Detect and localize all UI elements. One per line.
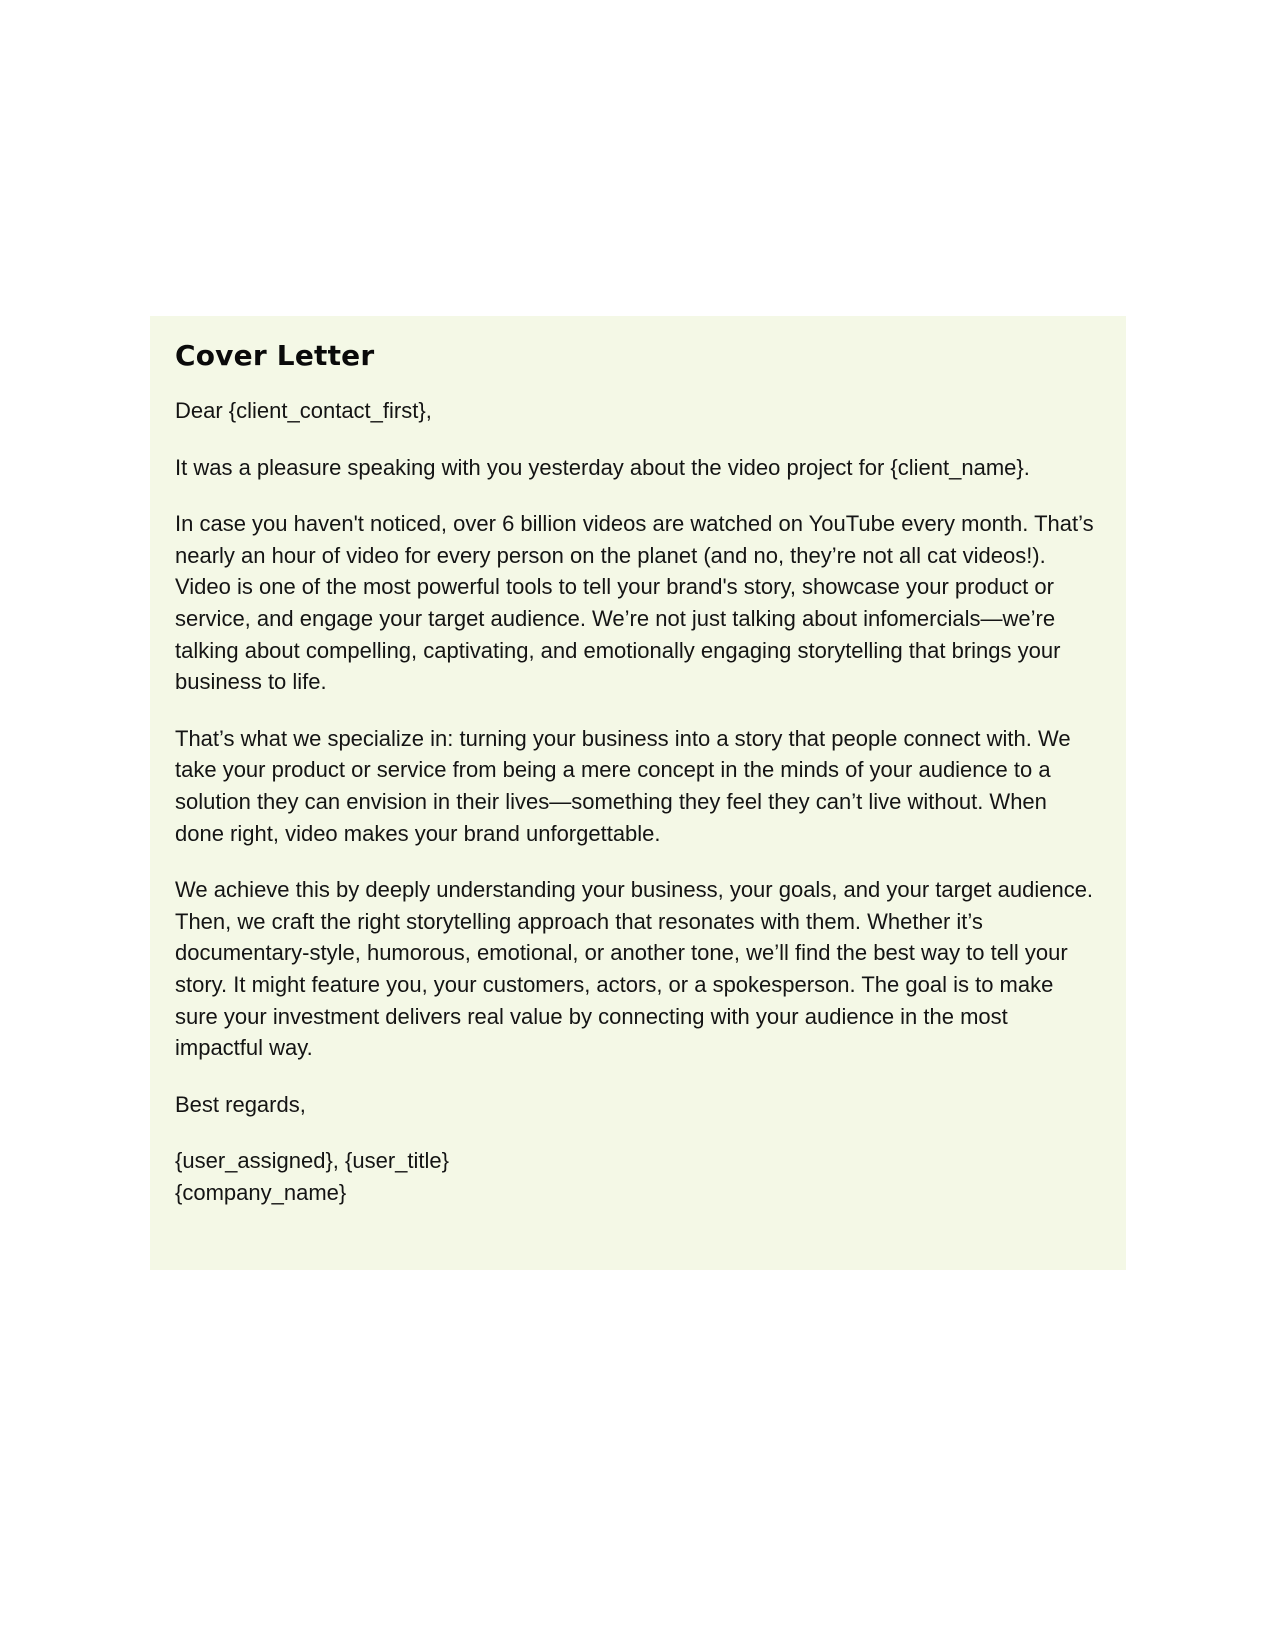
cover-letter-card	[150, 316, 1126, 1270]
paragraph-intro: It was a pleasure speaking with you yesterday about the video project for {client_name}.	[175, 454, 1030, 480]
salutation: Dear {client_contact_first},	[175, 398, 432, 423]
paragraph-specialty: That’s what we specialize in: turning your business into a story that people connect with. We take your product or service from being a mere concept in the minds of your audience to a solution they can envision in their lives—something they feel they can’t live without. When done right, video makes your brand unforgettable.	[175, 725, 1071, 846]
paragraph-video-stats: In case you haven't noticed, over 6 billion videos are watched on YouTube every month. That’s nearly an hour of video for every person on the planet (and no, they’re not all cat videos!). Video is one of the most powerful tools to tell your brand's story, showcase your product or service, and engage your target audience. We’re not just talking about infomercials—we’re talking about compelling, captivating, and emotionally engaging storytelling that brings your business to life.	[175, 511, 1094, 695]
closing: Best regards,	[175, 1091, 306, 1117]
signature-name-title: {user_assigned}, {user_title}	[175, 1148, 449, 1174]
paragraph-approach: We achieve this by deeply understanding your business, your goals, and your target audience. Then, we craft the right storytelling approach that resonates with them. Whether it’s documentary-style, humorous, emotional, or another tone, we’ll find the best way to tell your story. It might feature you, your customers, actors, or a spokesperson. The goal is to make sure your investment delivers real value by connecting with your audience in the most impactful way.	[175, 877, 1094, 1061]
signature-company: {company_name}	[175, 1179, 347, 1205]
signature-block	[175, 1145, 1101, 1208]
letter-body	[175, 395, 1101, 1208]
page-title: Cover Letter	[175, 339, 375, 372]
